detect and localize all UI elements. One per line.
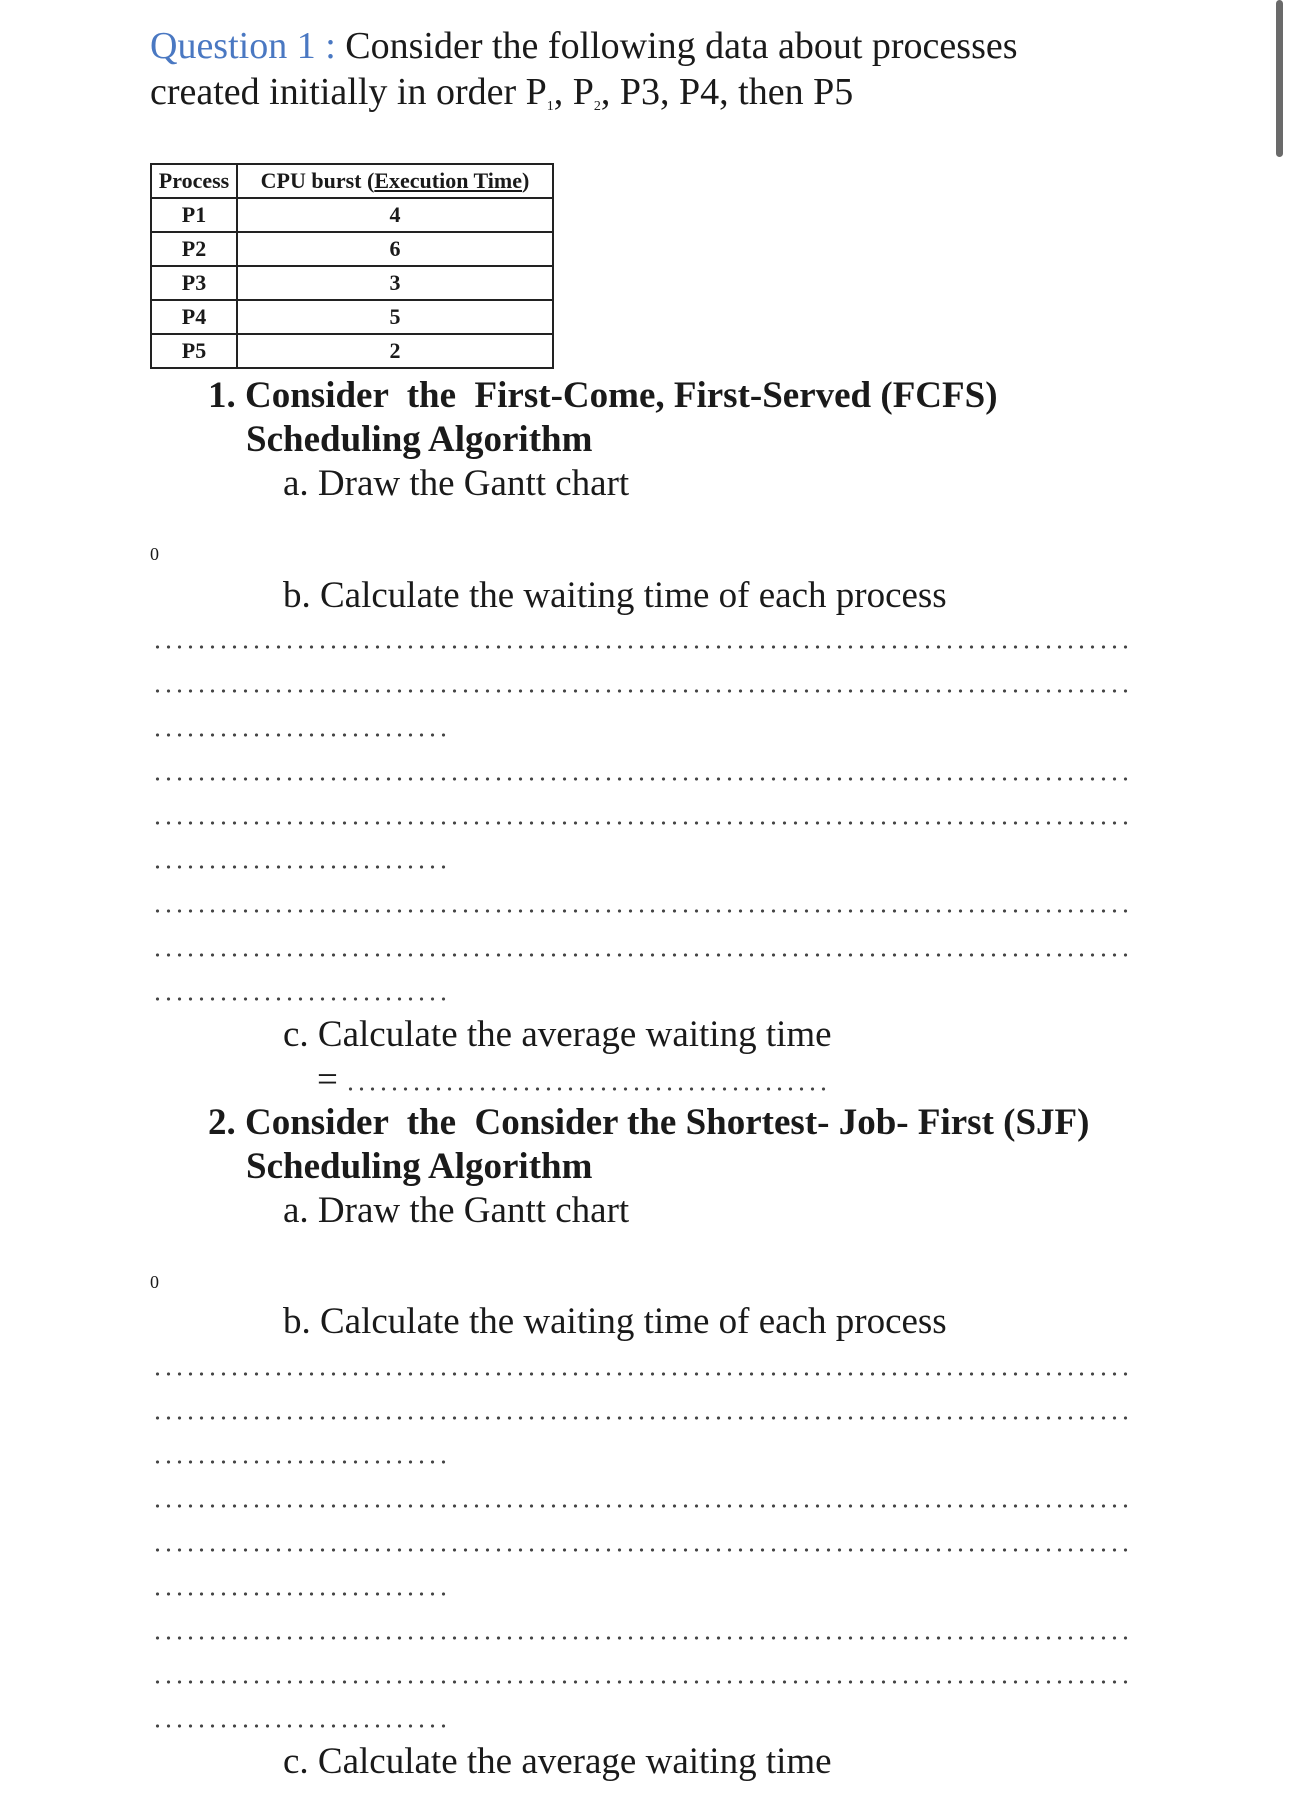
answer-dotted-line[interactable] xyxy=(152,689,1132,693)
question-text: Consider the following data about processes xyxy=(345,25,1018,67)
fcfs-part-a: a. Draw the Gantt chart xyxy=(283,463,630,504)
fcfs-average-equals: = xyxy=(317,1059,338,1100)
answer-dotted-line[interactable] xyxy=(152,865,449,869)
burst-cell: 3 xyxy=(237,266,553,300)
process-cell: P3 xyxy=(151,266,237,300)
answer-dotted-line[interactable] xyxy=(152,1372,1132,1376)
sjf-part-b: b. Calculate the waiting time of each process xyxy=(283,1301,947,1342)
table-row xyxy=(151,300,553,334)
answer-dotted-line[interactable] xyxy=(152,1636,1132,1640)
question-line-1 xyxy=(150,24,1018,68)
answer-dotted-line[interactable] xyxy=(152,1680,1132,1684)
answer-dotted-line[interactable] xyxy=(152,1416,1132,1420)
table-row xyxy=(151,198,553,232)
burst-cell: 6 xyxy=(237,232,553,266)
answer-dotted-line[interactable] xyxy=(152,1548,1132,1552)
table-row xyxy=(151,232,553,266)
sjf-part-c: c. Calculate the average waiting time xyxy=(283,1741,832,1782)
sjf-gantt-zero: 0 xyxy=(150,1272,159,1292)
question-label: Question 1 : xyxy=(150,25,336,67)
answer-dotted-line[interactable] xyxy=(152,1460,449,1464)
fcfs-part-b: b. Calculate the waiting time of each process xyxy=(283,575,947,616)
fcfs-part-c: c. Calculate the average waiting time xyxy=(283,1014,832,1055)
burst-cell: 2 xyxy=(237,334,553,368)
sjf-heading-line-2: Scheduling Algorithm xyxy=(246,1146,593,1187)
question-line-2: created initially in order $P_1$, $P_2$, P3, P4, then P5 xyxy=(150,71,854,114)
process-cell: P2 xyxy=(151,232,237,266)
table-header-row xyxy=(151,164,553,198)
answer-dotted-line[interactable] xyxy=(152,1592,449,1596)
table-row xyxy=(151,334,553,368)
burst-cell: 5 xyxy=(237,300,553,334)
sjf-part-a: a. Draw the Gantt chart xyxy=(283,1190,630,1231)
process-cell: P5 xyxy=(151,334,237,368)
answer-dotted-line[interactable] xyxy=(152,733,449,737)
process-table xyxy=(150,163,554,369)
fcfs-heading-line-2: Scheduling Algorithm xyxy=(246,419,593,460)
header-process: Process xyxy=(151,164,237,198)
average-answer-dotted-line[interactable] xyxy=(345,1087,830,1091)
answer-dotted-line[interactable] xyxy=(152,777,1132,781)
answer-dotted-line[interactable] xyxy=(152,997,449,1001)
answer-dotted-line[interactable] xyxy=(152,909,1132,913)
sjf-heading-line-1: 2. Consider the Consider the Shortest- Job- First (SJF) xyxy=(208,1102,1090,1143)
burst-cell: 4 xyxy=(237,198,553,232)
header-cpu-burst: CPU burst (Execution Time) xyxy=(237,164,553,198)
answer-dotted-line[interactable] xyxy=(152,1724,449,1728)
process-cell: P1 xyxy=(151,198,237,232)
table-row xyxy=(151,266,553,300)
fcfs-gantt-zero: 0 xyxy=(150,544,159,564)
fcfs-heading-line-1: 1. Consider the First-Come, First-Served (FCFS) xyxy=(208,375,998,416)
answer-dotted-line[interactable] xyxy=(152,821,1132,825)
answer-dotted-line[interactable] xyxy=(152,953,1132,957)
vertical-scrollbar[interactable] xyxy=(1276,0,1283,157)
answer-dotted-line[interactable] xyxy=(152,645,1132,649)
answer-dotted-line[interactable] xyxy=(152,1504,1132,1508)
process-cell: P4 xyxy=(151,300,237,334)
